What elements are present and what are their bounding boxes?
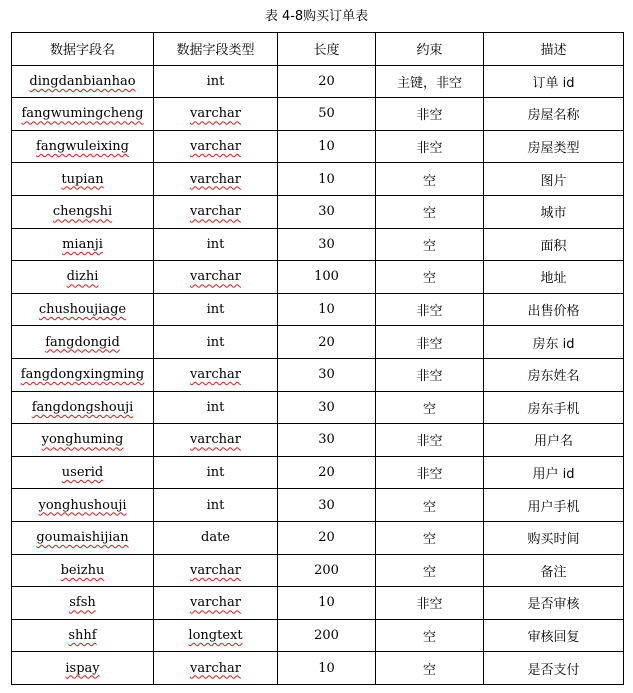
table-row xyxy=(12,652,624,685)
cell-constraint: 空 xyxy=(376,261,484,294)
cell-field-name-text: fangdongxingming xyxy=(20,367,145,383)
cell-field-name xyxy=(12,195,154,228)
cell-description: 房东 id xyxy=(484,326,624,359)
cell-description: 房东手机 xyxy=(484,391,624,424)
cell-length: 30 xyxy=(278,195,376,228)
cell-field-type: int xyxy=(154,456,278,489)
cell-constraint: 空 xyxy=(376,163,484,196)
cell-field-name-text: fangdongshouji xyxy=(31,399,134,415)
header-description: 描述 xyxy=(484,33,624,66)
table-row xyxy=(12,163,624,196)
table-row xyxy=(12,261,624,294)
cell-field-name-text: ispay xyxy=(65,660,100,676)
cell-constraint: 空 xyxy=(376,521,484,554)
cell-field-name xyxy=(12,130,154,163)
cell-field-type xyxy=(154,619,278,652)
cell-field-name xyxy=(12,554,154,587)
header-field-name: 数据字段名 xyxy=(12,33,154,66)
header-field-type: 数据字段类型 xyxy=(154,33,278,66)
cell-description: 图片 xyxy=(484,163,624,196)
cell-length: 20 xyxy=(278,65,376,98)
cell-field-name-text: userid xyxy=(61,465,104,481)
cell-constraint: 非空 xyxy=(376,424,484,457)
cell-constraint: 空 xyxy=(376,489,484,522)
cell-field-type-text: varchar xyxy=(190,171,241,187)
cell-field-type-text: varchar xyxy=(190,595,241,611)
cell-description: 购买时间 xyxy=(484,521,624,554)
cell-field-type-text: varchar xyxy=(190,269,241,285)
cell-field-type-text: varchar xyxy=(190,367,241,383)
table-row xyxy=(12,326,624,359)
cell-field-name-text: yonghuming xyxy=(41,432,124,448)
cell-length: 30 xyxy=(278,391,376,424)
header-length: 长度 xyxy=(278,33,376,66)
cell-field-name xyxy=(12,652,154,685)
cell-field-type: date xyxy=(154,521,278,554)
cell-length: 30 xyxy=(278,228,376,261)
cell-field-name xyxy=(12,424,154,457)
cell-constraint: 非空 xyxy=(376,456,484,489)
cell-constraint: 空 xyxy=(376,554,484,587)
cell-field-type xyxy=(154,587,278,620)
cell-length: 20 xyxy=(278,521,376,554)
table-row xyxy=(12,195,624,228)
cell-field-name-text: fangwumingcheng xyxy=(21,106,144,122)
purchase-order-table xyxy=(11,32,624,685)
cell-description: 用户名 xyxy=(484,424,624,457)
table-row xyxy=(12,489,624,522)
cell-description: 订单 id xyxy=(484,65,624,98)
cell-field-type-text: varchar xyxy=(190,106,241,122)
cell-field-type xyxy=(154,130,278,163)
cell-constraint: 非空 xyxy=(376,358,484,391)
cell-constraint: 非空 xyxy=(376,293,484,326)
cell-field-name xyxy=(12,261,154,294)
cell-constraint: 空 xyxy=(376,619,484,652)
cell-field-name xyxy=(12,163,154,196)
cell-constraint: 主键，非空 xyxy=(376,65,484,98)
cell-description: 房东姓名 xyxy=(484,358,624,391)
table-row xyxy=(12,65,624,98)
cell-field-name-text: dizhi xyxy=(66,269,99,285)
cell-field-name-text: chushoujiage xyxy=(38,302,127,318)
table-row xyxy=(12,456,624,489)
cell-field-name xyxy=(12,619,154,652)
cell-length: 30 xyxy=(278,358,376,391)
cell-field-name-text: fangdongid xyxy=(45,334,120,350)
cell-field-type-text: varchar xyxy=(190,139,241,155)
cell-length: 50 xyxy=(278,98,376,131)
cell-length: 200 xyxy=(278,554,376,587)
cell-description: 是否支付 xyxy=(484,652,624,685)
table-row xyxy=(12,391,624,424)
cell-field-name xyxy=(12,98,154,131)
cell-field-name xyxy=(12,456,154,489)
cell-length: 100 xyxy=(278,261,376,294)
table-row xyxy=(12,521,624,554)
cell-field-type xyxy=(154,652,278,685)
cell-length: 30 xyxy=(278,489,376,522)
cell-field-type xyxy=(154,98,278,131)
cell-field-type-text: varchar xyxy=(190,432,241,448)
cell-constraint: 非空 xyxy=(376,326,484,359)
cell-field-name xyxy=(12,65,154,98)
cell-description: 面积 xyxy=(484,228,624,261)
cell-field-type xyxy=(154,261,278,294)
cell-constraint: 非空 xyxy=(376,130,484,163)
cell-description: 地址 xyxy=(484,261,624,294)
table-row xyxy=(12,358,624,391)
cell-field-type-text: longtext xyxy=(188,627,243,643)
cell-description: 是否审核 xyxy=(484,587,624,620)
cell-field-name-text: dingdanbianhao xyxy=(29,73,136,89)
cell-length: 10 xyxy=(278,587,376,620)
cell-field-type: int xyxy=(154,65,278,98)
cell-field-type-text: varchar xyxy=(190,204,241,220)
table-row xyxy=(12,587,624,620)
cell-field-type-text: varchar xyxy=(190,660,241,676)
cell-description: 用户 id xyxy=(484,456,624,489)
table-row xyxy=(12,293,624,326)
cell-description: 用户手机 xyxy=(484,489,624,522)
cell-length: 10 xyxy=(278,652,376,685)
cell-description: 房屋类型 xyxy=(484,130,624,163)
cell-field-name xyxy=(12,521,154,554)
table-body xyxy=(12,65,624,684)
cell-constraint: 空 xyxy=(376,652,484,685)
cell-constraint: 空 xyxy=(376,195,484,228)
table-row xyxy=(12,554,624,587)
table-row xyxy=(12,424,624,457)
header-constraint: 约束 xyxy=(376,33,484,66)
cell-length: 30 xyxy=(278,424,376,457)
cell-field-type xyxy=(154,424,278,457)
cell-field-type xyxy=(154,554,278,587)
cell-field-type: int xyxy=(154,228,278,261)
cell-field-type xyxy=(154,358,278,391)
cell-field-name xyxy=(12,228,154,261)
cell-field-type xyxy=(154,195,278,228)
cell-constraint: 非空 xyxy=(376,98,484,131)
cell-field-name xyxy=(12,358,154,391)
table-row xyxy=(12,619,624,652)
table-row xyxy=(12,98,624,131)
cell-field-name-text: mianji xyxy=(62,236,103,252)
cell-field-name-text: goumaishijian xyxy=(36,530,129,546)
cell-length: 10 xyxy=(278,163,376,196)
cell-length: 10 xyxy=(278,130,376,163)
cell-constraint: 空 xyxy=(376,391,484,424)
cell-length: 20 xyxy=(278,326,376,359)
cell-field-type: int xyxy=(154,391,278,424)
cell-constraint: 非空 xyxy=(376,587,484,620)
cell-length: 20 xyxy=(278,456,376,489)
cell-field-name xyxy=(12,293,154,326)
cell-field-type: int xyxy=(154,326,278,359)
cell-field-name-text: fangwuleixing xyxy=(36,139,129,155)
cell-field-type: int xyxy=(154,293,278,326)
cell-field-name-text: sfsh xyxy=(69,595,96,611)
cell-field-name xyxy=(12,489,154,522)
cell-description: 房屋名称 xyxy=(484,98,624,131)
cell-description: 出售价格 xyxy=(484,293,624,326)
cell-description: 城市 xyxy=(484,195,624,228)
cell-field-name-text: shhf xyxy=(68,627,97,643)
cell-field-type-text: varchar xyxy=(190,562,241,578)
cell-description: 审核回复 xyxy=(484,619,624,652)
cell-description: 备注 xyxy=(484,554,624,587)
header-row xyxy=(12,33,624,66)
cell-field-name xyxy=(12,391,154,424)
cell-field-name-text: chengshi xyxy=(52,204,113,220)
cell-field-name xyxy=(12,587,154,620)
cell-constraint: 空 xyxy=(376,228,484,261)
cell-length: 200 xyxy=(278,619,376,652)
cell-field-type: int xyxy=(154,489,278,522)
cell-length: 10 xyxy=(278,293,376,326)
cell-field-name-text: tupian xyxy=(61,171,104,187)
table-row xyxy=(12,130,624,163)
cell-field-name xyxy=(12,326,154,359)
cell-field-type xyxy=(154,163,278,196)
table-caption: 表 4-8购买订单表 xyxy=(264,9,369,24)
cell-field-name-text: beizhu xyxy=(60,562,105,578)
cell-field-name-text: yonghushouji xyxy=(38,497,127,513)
table-row xyxy=(12,228,624,261)
